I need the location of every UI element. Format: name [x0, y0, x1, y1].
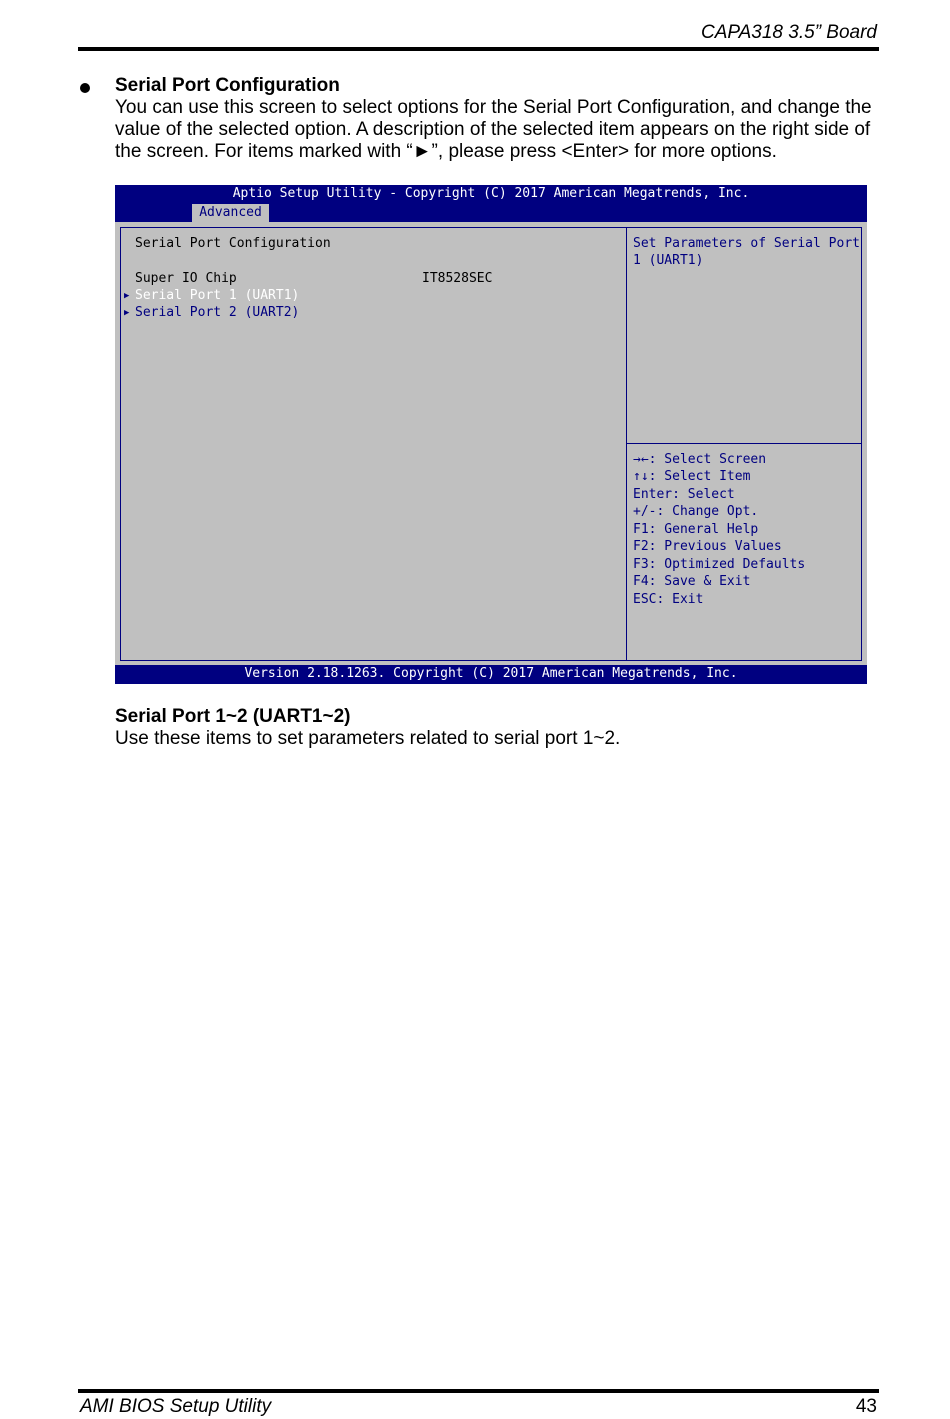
super-io-chip-label: Super IO Chip: [135, 271, 237, 286]
key-help-esc: ESC: Exit: [633, 592, 704, 607]
footer-title: AMI BIOS Setup Utility: [80, 1396, 272, 1417]
subsection-title: Serial Port 1~2 (UART1~2): [115, 706, 351, 727]
header-divider: [78, 47, 879, 51]
bios-title-bar: [115, 185, 867, 222]
help-text-line: 1 (UART1): [633, 253, 704, 268]
key-help-select-screen: →←: Select Screen: [633, 452, 767, 467]
page-header-title: CAPA318 3.5” Board: [700, 22, 877, 43]
key-help-change-opt: +/-: Change Opt.: [633, 504, 759, 519]
tab-advanced[interactable]: Advanced: [192, 204, 269, 222]
bios-key-help-panel: [626, 443, 862, 661]
submenu-arrow-icon: ▶: [124, 291, 130, 301]
submenu-serial-port-2[interactable]: Serial Port 2 (UART2): [135, 305, 300, 320]
bios-settings-panel: [120, 227, 627, 661]
key-help-f4: F4: Save & Exit: [633, 574, 751, 589]
key-help-enter: Enter: Select: [633, 487, 735, 502]
section-title: Serial Port Configuration: [115, 75, 340, 96]
subsection-text: Use these items to set parameters related to serial port 1~2.: [115, 728, 621, 749]
key-help-f2: F2: Previous Values: [633, 539, 782, 554]
key-help-f1: F1: General Help: [633, 522, 759, 537]
super-io-chip-value: IT8528SEC: [422, 271, 493, 286]
bios-screenshot: [115, 185, 867, 684]
key-help-select-item: ↑↓: Select Item: [633, 469, 751, 484]
bullet-icon: [80, 83, 90, 93]
bios-help-panel: [626, 227, 862, 444]
page-number: 43: [855, 1396, 877, 1417]
bios-title: Aptio Setup Utility - Copyright (C) 2017 American Megatrends, Inc.: [232, 186, 750, 201]
bios-version-bar: [115, 665, 867, 684]
key-help-f3: F3: Optimized Defaults: [633, 557, 806, 572]
help-text-line: Set Parameters of Serial Port: [633, 236, 860, 251]
submenu-serial-port-1[interactable]: Serial Port 1 (UART1): [135, 288, 300, 303]
submenu-arrow-icon: ▶: [124, 308, 130, 318]
footer-divider: [78, 1389, 879, 1393]
section-intro: You can use this screen to select options for the Serial Port Configuration, and change the value of the selected option. A description of the selected item appears on the right side of the screen. For items marked with “►”, please press <Enter> for more options.: [115, 97, 872, 162]
bios-page-heading: Serial Port Configuration: [135, 236, 331, 251]
bios-version: Version 2.18.1263. Copyright (C) 2017 American Megatrends, Inc.: [244, 666, 738, 681]
